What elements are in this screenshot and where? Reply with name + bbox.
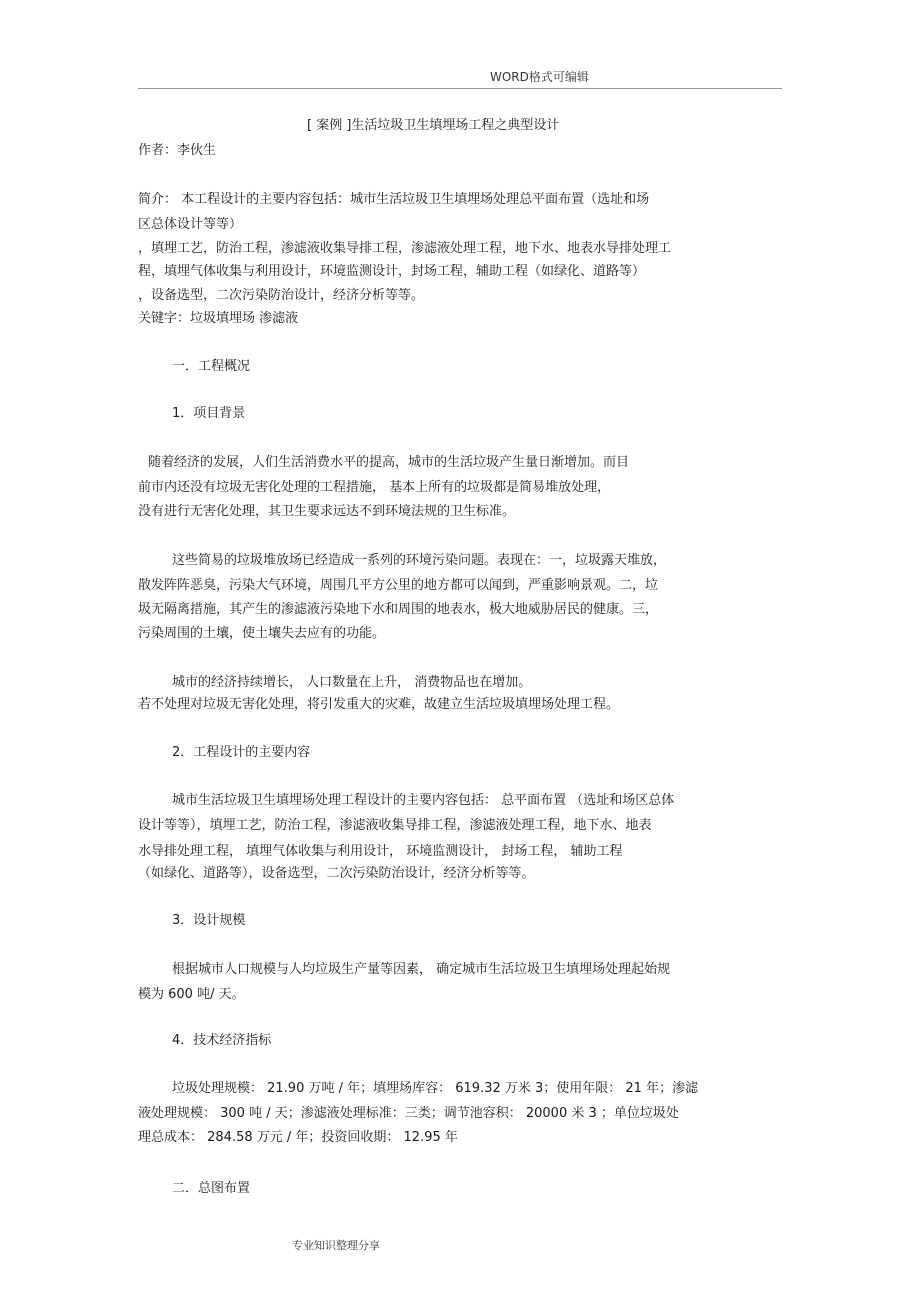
page-header: WORD格式可编辑: [490, 70, 589, 84]
keywords: 关键字：垃圾填埋场 渗滤液: [138, 311, 299, 326]
section-heading: 二．总图布置: [172, 1181, 251, 1196]
paragraph-line: 前市内还没有垃圾无害化处理的工程措施， 基本上所有的垃圾都是简易堆放处理，: [138, 480, 611, 495]
doc-title: [ 案例 ]生活垃圾卫生填埋场工程之典型设计: [307, 118, 560, 133]
paragraph-line: 城市的经济持续增长， 人口数量在上升， 消费物品也在增加。: [172, 675, 532, 690]
subsection-heading: 1．项目背景: [172, 406, 246, 421]
paragraph-line: （如绿化、道路等），设备选型，二次污染防治设计，经济分析等等。: [138, 866, 535, 881]
paragraph-line: 污染周围的土壤，使土壤失去应有的功能。: [138, 626, 386, 641]
abstract-line: ，填埋工艺，防治工程，渗滤液收集导排工程，渗滤液处理工程，地下水、地表水导排处理工: [138, 241, 672, 256]
subsection-heading: 3．设计规模: [172, 913, 246, 928]
page-footer: 专业知识整理分享: [292, 1239, 380, 1252]
paragraph-line: 随着经济的发展，人们生活消费水平的提高，城市的生活垃圾产生量日渐增加。而目: [148, 455, 630, 470]
abstract-line: 简介： 本工程设计的主要内容包括：城市生活垃圾卫生填埋场处理总平面布置（选址和场: [138, 192, 650, 207]
subsection-heading: 4．技术经济指标: [172, 1033, 272, 1048]
paragraph-line: 散发阵阵恶臭，污染大气环境，周围几平方公里的地方都可以闻到，严重影响景观。二，垃: [138, 578, 659, 593]
paragraph-line: 液处理规模： 300 吨 / 天；渗滤液处理标准：三类；调节池容积： 20000 米 3 ；单位垃圾处: [138, 1106, 679, 1121]
section-heading: 一．工程概况: [172, 359, 251, 374]
paragraph-line: 没有进行无害化处理，其卫生要求远达不到环境法规的卫生标准。: [138, 504, 516, 519]
paragraph-line: 根据城市人口规模与人均垃圾生产量等因素， 确定城市生活垃圾卫生填埋场处理起始规: [172, 962, 671, 977]
paragraph-line: 理总成本： 284.58 万元 / 年；投资回收期： 12.95 年: [138, 1130, 458, 1145]
abstract-line: 区总体设计等等）: [138, 217, 243, 232]
paragraph-line: 这些简易的垃圾堆放场已经造成一系列的环境污染问题。表现在：一，垃圾露天堆放，: [172, 553, 667, 568]
header-rule: [138, 88, 782, 89]
abstract-line: ，设备选型，二次污染防治设计，经济分析等等。: [138, 288, 425, 303]
subsection-heading: 2．工程设计的主要内容: [172, 745, 311, 760]
paragraph-line: 垃圾处理规模： 21.90 万吨 / 年；填埋场库容： 619.32 万米 3；使用年限： 21 年；渗滤: [172, 1081, 699, 1096]
doc-author: 作者：李伙生: [138, 143, 217, 158]
paragraph-line: 城市生活垃圾卫生填埋场处理工程设计的主要内容包括： 总平面布置 （选址和场区总体: [172, 793, 675, 808]
abstract-line: 程，填埋气体收集与利用设计，环境监测设计，封场工程，辅助工程（如绿化、道路等）: [138, 264, 646, 279]
paragraph-line: 模为 600 吨/ 天。: [138, 987, 245, 1002]
paragraph-line: 若不处理对垃圾无害化处理，将引发重大的灾难，故建立生活垃圾填埋场处理工程。: [138, 697, 620, 712]
paragraph-line: 水导排处理工程， 填埋气体收集与利用设计， 环境监测设计， 封场工程， 辅助工程: [138, 844, 623, 859]
paragraph-line: 设计等等），填埋工艺，防治工程，渗滤液收集导排工程，渗滤液处理工程，地下水、地表: [138, 818, 652, 833]
paragraph-line: 圾无隔离措施，其产生的渗滤液污染地下水和周围的地表水，极大地威胁居民的健康。三，: [138, 602, 659, 617]
